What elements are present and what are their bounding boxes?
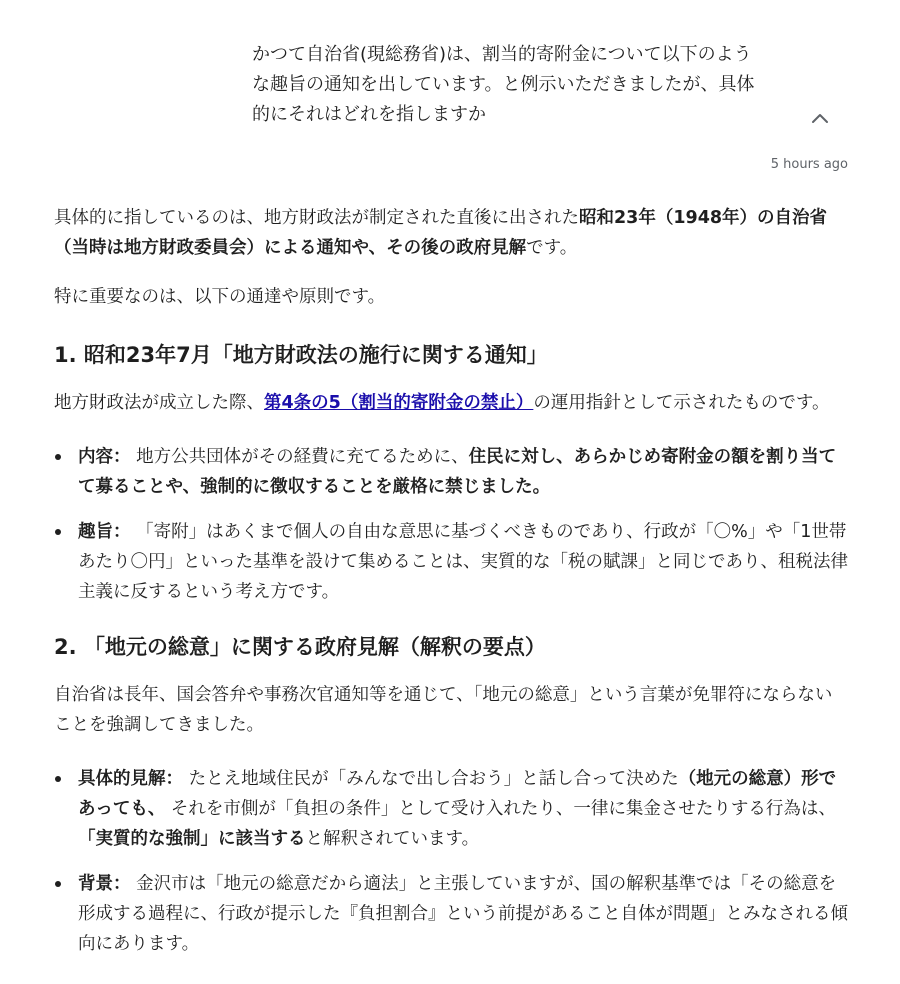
bullet-label: 趣旨：	[78, 522, 131, 542]
user-message-line: な趣旨の通知を出しています。と例示いただきましたが、具体	[252, 74, 755, 95]
section-2-description: 自治省は長年、国会答弁や事務次官通知等を通じて、「地元の総意」という言葉が免罪符にならないことを強調してきました。	[54, 685, 833, 735]
section-1-desc-text: 地方財政法が成立した際、	[54, 393, 264, 413]
chevron-up-icon[interactable]	[811, 112, 829, 124]
user-message-line: かつて自治省(現総務省)は、割当的寄附金について以下のよう	[252, 44, 752, 65]
intro-text: 具体的に指しているのは、地方財政法が制定された直後に出された	[54, 208, 579, 228]
section-1-description	[54, 388, 849, 418]
section-1-desc-text-end: の運用指針として示されたものです。	[533, 393, 830, 413]
section-2-heading: 2. 「地元の総意」に関する政府見解（解釈の要点）	[54, 635, 546, 659]
bullet-text: 「寄附」はあくまで個人の自由な意思に基づくべきものであり、行政が「〇%」や「1世帯あたり〇円」といった基準を設けて集めることは、実質的な「税の賦課」と同じであり、租税法律主義に反するという考え方です。	[78, 522, 848, 602]
intro-bold: 昭和23年（1948年）の自治省（当時は地方財政委員会）による通知や、その後の政府見解	[54, 208, 828, 258]
list-item	[54, 764, 849, 854]
user-message	[252, 40, 812, 130]
assistant-response	[54, 203, 849, 974]
bullet-bold-text: 「実質的な強制」に該当する	[78, 829, 306, 849]
bullet-text: と解釈されています。	[305, 829, 480, 849]
section-2-bullets	[54, 764, 849, 959]
bullet-bold-text: 住民に対し、あらかじめ寄附金の額を割り当てて募ることや、強制的に徴収することを厳格に禁じました。	[78, 447, 837, 497]
bullet-bold-text: （地元の総意）形であっても、	[78, 769, 837, 819]
intro-text-end: です。	[526, 238, 578, 258]
section-1-heading: 1. 昭和23年7月「地方財政法の施行に関する通知」	[54, 343, 548, 367]
law-article-link[interactable]: 第4条の5（割当的寄附金の禁止）	[264, 393, 534, 413]
collapse-button[interactable]	[806, 104, 834, 132]
bullet-label: 背景：	[78, 874, 131, 894]
section-1-bullets	[54, 442, 849, 607]
bullet-text: 金沢市は「地元の総意だから適法」と主張していますが、国の解釈基準では「その総意を形成する過程に、行政が提示した『負担割合』という前提があること自体が問題」とみなされる傾向にあります。	[78, 874, 848, 954]
bullet-text: それを市側が「負担の条件」として受け入れたり、一律に集金させたりする行為は、	[170, 799, 836, 819]
list-item	[54, 442, 849, 502]
list-item	[54, 517, 849, 607]
intro-paragraph	[54, 203, 849, 263]
bullet-text: たとえ地域住民が「みんなで出し合おう」と話し合って決めた	[188, 769, 679, 789]
second-paragraph: 特に重要なのは、以下の通達や原則です。	[54, 287, 386, 307]
list-item	[54, 869, 849, 959]
message-timestamp: 5 hours ago	[770, 157, 848, 172]
user-message-line: 的にそれはどれを指しますか	[252, 104, 486, 125]
bullet-label: 具体的見解：	[78, 769, 183, 789]
bullet-label: 内容：	[78, 447, 131, 467]
bullet-text: 地方公共団体がその経費に充てるために、	[136, 447, 469, 467]
